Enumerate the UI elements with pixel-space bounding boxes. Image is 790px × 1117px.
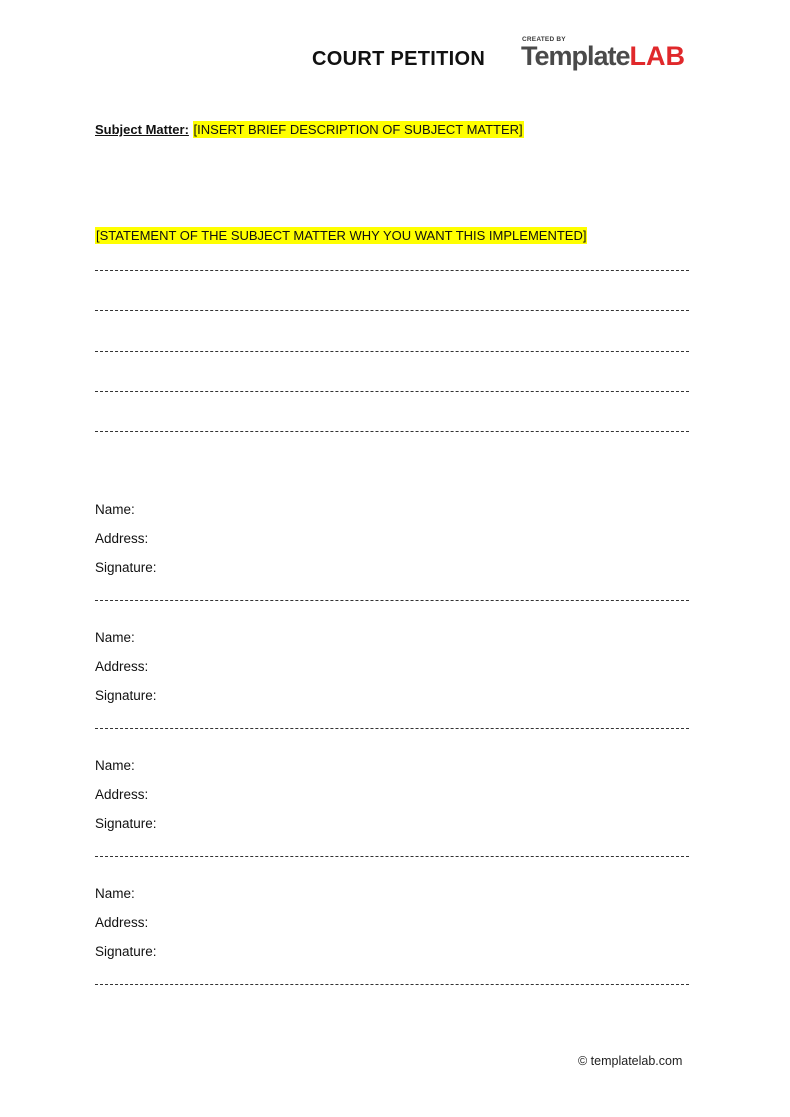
statement-blank-line[interactable] — [95, 351, 689, 352]
signer-address-label: Address: — [95, 787, 149, 802]
page-title: COURT PETITION — [312, 48, 486, 70]
signer-signature-label: Signature: — [95, 688, 157, 703]
signer-name-label: Name: — [95, 502, 135, 517]
signer-name-label: Name: — [95, 758, 135, 773]
logo-created-by: CREATED BY — [522, 36, 566, 43]
statement-blank-line[interactable] — [95, 391, 689, 392]
subject-matter-label: Subject Matter: — [95, 122, 189, 137]
signer-address-label: Address: — [95, 915, 149, 930]
signer-signature-label: Signature: — [95, 560, 157, 575]
signer-address-label: Address: — [95, 659, 149, 674]
signer-signature-label: Signature: — [95, 944, 157, 959]
signer-address-label: Address: — [95, 531, 149, 546]
templatelab-logo — [521, 36, 711, 76]
statement-placeholder[interactable]: [STATEMENT OF THE SUBJECT MATTER WHY YOU WANT THIS IMPLEMENTED] — [96, 228, 587, 243]
signer-separator-line — [95, 856, 689, 857]
signer-separator-line — [95, 728, 689, 729]
signer-name-label: Name: — [95, 630, 135, 645]
signer-separator-line — [95, 600, 689, 601]
signer-signature-label: Signature: — [95, 816, 157, 831]
statement-blank-line[interactable] — [95, 270, 689, 271]
signer-separator-line — [95, 984, 689, 985]
subject-matter-placeholder[interactable]: [INSERT BRIEF DESCRIPTION OF SUBJECT MATTER] — [193, 122, 523, 137]
footer-copyright: © templatelab.com — [578, 1054, 683, 1068]
signer-name-label: Name: — [95, 886, 135, 901]
subject-matter-line — [95, 122, 524, 137]
logo-wordmark: TemplateLAB — [521, 41, 686, 71]
statement-blank-line[interactable] — [95, 310, 689, 311]
statement-line — [95, 228, 587, 243]
statement-blank-line[interactable] — [95, 431, 689, 432]
